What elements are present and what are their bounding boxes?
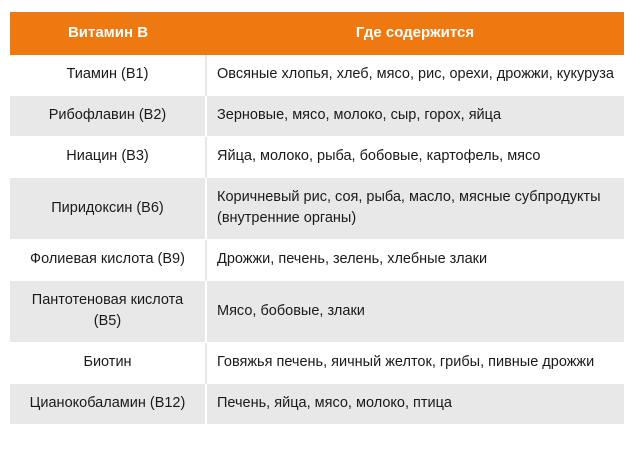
cell-vitamin-name: Цианокобаламин (В12) (10, 384, 206, 425)
vitamin-b-table (10, 12, 624, 424)
table-body (10, 55, 624, 424)
cell-vitamin-sources: Говяжья печень, яичный желток, грибы, пивные дрожжи (206, 343, 624, 384)
table-row (10, 384, 624, 425)
table-row (10, 281, 624, 343)
cell-vitamin-sources: Яйца, молоко, рыба, бобовые, картофель, мясо (206, 137, 624, 178)
cell-vitamin-sources: Дрожжи, печень, зелень, хлебные злаки (206, 240, 624, 281)
column-header-vitamin: Витамин B (10, 12, 206, 55)
table-header-row (10, 12, 624, 55)
cell-vitamin-name: Тиамин (В1) (10, 55, 206, 96)
table-row (10, 96, 624, 137)
cell-vitamin-sources: Коричневый рис, соя, рыба, масло, мясные субпродукты (внутренние органы) (206, 178, 624, 240)
vitamin-table-container (10, 12, 624, 424)
cell-vitamin-name: Фолиевая кислота (В9) (10, 240, 206, 281)
cell-vitamin-sources: Зерновые, мясо, молоко, сыр, горох, яйца (206, 96, 624, 137)
table-row (10, 55, 624, 96)
table-row (10, 178, 624, 240)
cell-vitamin-sources: Печень, яйца, мясо, молоко, птица (206, 384, 624, 425)
cell-vitamin-sources: Мясо, бобовые, злаки (206, 281, 624, 343)
cell-vitamin-sources: Овсяные хлопья, хлеб, мясо, рис, орехи, дрожжи, кукуруза (206, 55, 624, 96)
cell-vitamin-name: Пантотеновая кислота (В5) (10, 281, 206, 343)
column-header-sources: Где содержится (206, 12, 624, 55)
cell-vitamin-name: Ниацин (В3) (10, 137, 206, 178)
cell-vitamin-name: Рибофлавин (В2) (10, 96, 206, 137)
cell-vitamin-name: Пиридоксин (В6) (10, 178, 206, 240)
table-header (10, 12, 624, 55)
table-row (10, 137, 624, 178)
table-row (10, 343, 624, 384)
table-row (10, 240, 624, 281)
cell-vitamin-name: Биотин (10, 343, 206, 384)
